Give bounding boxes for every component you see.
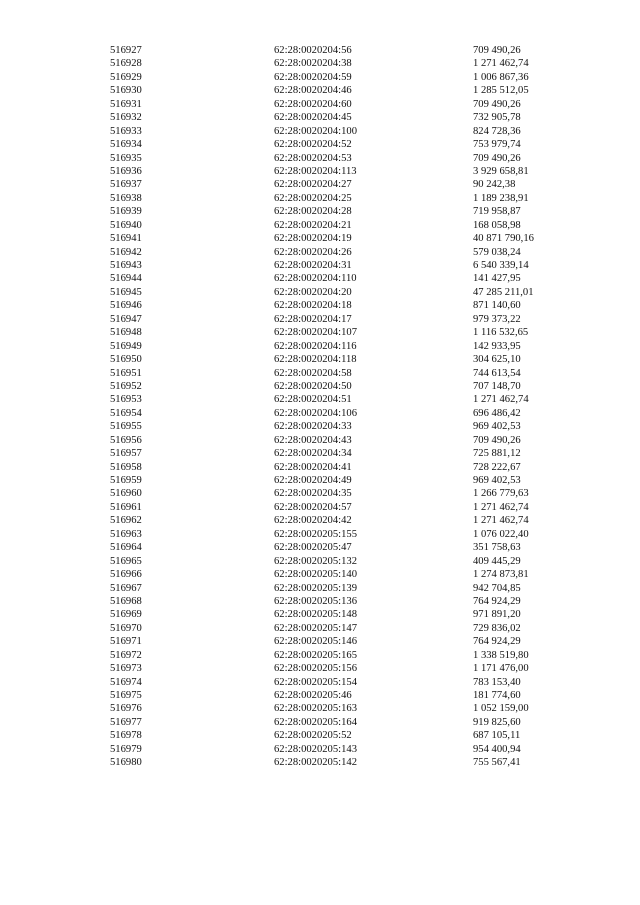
cadastral-value: 942 704,85 (473, 582, 521, 594)
cadastral-number: 62:28:0020204:51 (274, 394, 352, 406)
cadastral-value: 1 052 159,00 (473, 703, 529, 715)
cadastral-value: 719 958,87 (473, 206, 521, 218)
cadastral-number: 62:28:0020204:33 (274, 421, 352, 433)
cadastral-value: 1 271 462,74 (473, 394, 529, 406)
table-row (0, 501, 640, 514)
cadastral-number: 62:28:0020204:26 (274, 246, 352, 258)
record-number: 516961 (110, 501, 142, 513)
cadastral-number: 62:28:0020204:52 (274, 139, 352, 151)
record-number: 516954 (110, 407, 142, 419)
cadastral-number: 62:28:0020205:143 (274, 743, 357, 755)
cadastral-value: 1 171 476,00 (473, 663, 529, 675)
record-number: 516973 (110, 663, 142, 675)
table-row (0, 71, 640, 84)
cadastral-number: 62:28:0020205:147 (274, 622, 357, 634)
cadastral-number: 62:28:0020205:47 (274, 542, 352, 554)
table-row (0, 286, 640, 299)
cadastral-number: 62:28:0020204:31 (274, 260, 352, 271)
record-number: 516963 (110, 528, 142, 540)
cadastral-number: 62:28:0020204:34 (274, 448, 352, 460)
record-number: 516979 (110, 743, 142, 755)
cadastral-value: 728 222,67 (473, 461, 521, 473)
record-number: 516971 (110, 636, 142, 648)
cadastral-number: 62:28:0020205:164 (274, 716, 357, 728)
record-number: 516947 (110, 313, 142, 325)
cadastral-value: 409 445,29 (473, 555, 521, 567)
cadastral-number: 62:28:0020204:118 (274, 354, 357, 366)
cadastral-number: 62:28:0020205:148 (274, 609, 357, 621)
cadastral-value: 954 400,94 (473, 743, 521, 755)
table-row (0, 420, 640, 433)
table-row (0, 743, 640, 756)
record-number: 516974 (110, 676, 142, 688)
cadastral-number: 62:28:0020204:116 (274, 340, 357, 352)
record-number: 516941 (110, 233, 142, 245)
cadastral-number: 62:28:0020205:132 (274, 555, 357, 567)
record-number: 516935 (110, 152, 142, 164)
cadastral-number: 62:28:0020205:139 (274, 582, 357, 594)
table-row (0, 111, 640, 124)
cadastral-number: 62:28:0020204:57 (274, 501, 352, 513)
cadastral-value: 1 189 238,91 (473, 192, 529, 204)
record-number: 516956 (110, 434, 142, 446)
cadastral-number: 62:28:0020204:21 (274, 219, 352, 231)
record-number: 516966 (110, 569, 142, 581)
table-row (0, 487, 640, 500)
cadastral-number: 62:28:0020204:18 (274, 300, 352, 312)
table-row (0, 582, 640, 595)
table-row (0, 393, 640, 406)
cadastral-number: 62:28:0020204:20 (274, 286, 352, 298)
cadastral-number: 62:28:0020204:28 (274, 206, 352, 218)
record-number: 516927 (110, 45, 142, 56)
record-number: 516933 (110, 125, 142, 137)
record-number: 516930 (110, 85, 142, 97)
cadastral-value: 141 427,95 (473, 273, 521, 285)
record-number: 516950 (110, 354, 142, 366)
cadastral-number: 62:28:0020204:107 (274, 327, 357, 339)
table-row (0, 555, 640, 568)
cadastral-value: 142 933,95 (473, 340, 521, 352)
cadastral-value: 1 338 519,80 (473, 649, 529, 661)
cadastral-value: 351 758,63 (473, 542, 521, 554)
cadastral-value: 709 490,26 (473, 152, 521, 164)
record-number: 516976 (110, 703, 142, 715)
cadastral-number: 62:28:0020204:27 (274, 179, 352, 191)
cadastral-number: 62:28:0020204:106 (274, 407, 357, 419)
record-number: 516940 (110, 219, 142, 231)
cadastral-value: 696 486,42 (473, 407, 521, 419)
record-number: 516948 (110, 327, 142, 339)
cadastral-value: 579 038,24 (473, 246, 521, 258)
table-row (0, 138, 640, 151)
record-number: 516945 (110, 286, 142, 298)
cadastral-value: 6 540 339,14 (473, 260, 529, 271)
record-number: 516949 (110, 340, 142, 352)
cadastral-value: 709 490,26 (473, 98, 521, 110)
table-row (0, 461, 640, 474)
record-number: 516931 (110, 98, 142, 110)
table-row (0, 662, 640, 675)
record-number: 516951 (110, 367, 142, 379)
table-row (0, 635, 640, 648)
cadastral-value: 753 979,74 (473, 139, 521, 151)
cadastral-number: 62:28:0020204:38 (274, 58, 352, 70)
table-row (0, 44, 640, 57)
record-number: 516952 (110, 380, 142, 392)
cadastral-value: 1 285 512,05 (473, 85, 529, 97)
cadastral-value: 3 929 658,81 (473, 165, 529, 177)
cadastral-value: 47 285 211,01 (473, 286, 534, 298)
table-row (0, 313, 640, 326)
table-row (0, 219, 640, 232)
table-row (0, 528, 640, 541)
cadastral-number: 62:28:0020205:155 (274, 528, 357, 540)
cadastral-value: 1 271 462,74 (473, 58, 529, 70)
cadastral-value: 1 274 873,81 (473, 569, 529, 581)
cadastral-value: 1 271 462,74 (473, 501, 529, 513)
cadastral-number: 62:28:0020204:17 (274, 313, 352, 325)
cadastral-number: 62:28:0020204:49 (274, 475, 352, 486)
record-number: 516929 (110, 71, 142, 83)
cadastral-number: 62:28:0020204:58 (274, 367, 352, 379)
record-number: 516957 (110, 448, 142, 460)
cadastral-value: 729 836,02 (473, 622, 521, 634)
cadastral-value: 725 881,12 (473, 448, 521, 460)
table-row (0, 84, 640, 97)
record-number: 516936 (110, 165, 142, 177)
cadastral-value: 755 567,41 (473, 757, 521, 769)
cadastral-value: 969 402,53 (473, 475, 521, 486)
record-number: 516975 (110, 690, 142, 701)
table-row (0, 541, 640, 554)
table-row (0, 716, 640, 729)
table-row (0, 98, 640, 111)
cadastral-number: 62:28:0020204:25 (274, 192, 352, 204)
table-row (0, 434, 640, 447)
table-row (0, 676, 640, 689)
cadastral-value: 1 266 779,63 (473, 488, 529, 500)
record-number: 516958 (110, 461, 142, 473)
record-number: 516939 (110, 206, 142, 218)
record-number: 516942 (110, 246, 142, 258)
cadastral-value: 971 891,20 (473, 609, 521, 621)
cadastral-number: 62:28:0020204:53 (274, 152, 352, 164)
cadastral-value: 709 490,26 (473, 434, 521, 446)
record-number: 516964 (110, 542, 142, 554)
record-number: 516953 (110, 394, 142, 406)
record-number: 516928 (110, 58, 142, 70)
record-number: 516934 (110, 139, 142, 151)
table-row (0, 689, 640, 702)
cadastral-number: 62:28:0020205:165 (274, 649, 357, 661)
table-row (0, 259, 640, 272)
table-row (0, 326, 640, 339)
cadastral-value: 783 153,40 (473, 676, 521, 688)
cadastral-number: 62:28:0020205:163 (274, 703, 357, 715)
table-row (0, 407, 640, 420)
cadastral-number: 62:28:0020204:43 (274, 434, 352, 446)
table-row (0, 702, 640, 715)
record-number: 516972 (110, 649, 142, 661)
cadastral-number: 62:28:0020204:19 (274, 233, 352, 245)
cadastral-number: 62:28:0020205:52 (274, 730, 352, 742)
cadastral-value: 40 871 790,16 (473, 233, 534, 245)
cadastral-number: 62:28:0020205:142 (274, 757, 357, 769)
cadastral-value: 90 242,38 (473, 179, 516, 191)
table-row (0, 232, 640, 245)
cadastral-value: 744 613,54 (473, 367, 521, 379)
table-row (0, 622, 640, 635)
record-number: 516944 (110, 273, 142, 285)
cadastral-value: 764 924,29 (473, 636, 521, 648)
table-row (0, 380, 640, 393)
cadastral-value: 304 625,10 (473, 354, 521, 366)
table-row (0, 447, 640, 460)
cadastral-number: 62:28:0020205:146 (274, 636, 357, 648)
cadastral-number: 62:28:0020205:140 (274, 569, 357, 581)
table-row (0, 246, 640, 259)
table-row (0, 272, 640, 285)
cadastral-value: 919 825,60 (473, 716, 521, 728)
record-number: 516970 (110, 622, 142, 634)
cadastral-value: 181 774,60 (473, 690, 521, 701)
cadastral-number: 62:28:0020205:156 (274, 663, 357, 675)
table-row (0, 205, 640, 218)
table-row (0, 649, 640, 662)
record-number: 516977 (110, 716, 142, 728)
record-number: 516968 (110, 595, 142, 607)
cadastral-value: 707 148,70 (473, 380, 521, 392)
table-row (0, 568, 640, 581)
cadastral-number: 62:28:0020204:46 (274, 85, 352, 97)
record-number: 516959 (110, 475, 142, 486)
table-row (0, 367, 640, 380)
cadastral-value: 1 116 532,65 (473, 327, 529, 339)
table-row (0, 192, 640, 205)
record-number: 516980 (110, 757, 142, 769)
cadastral-value: 168 058,98 (473, 219, 521, 231)
table-row (0, 514, 640, 527)
cadastral-value: 1 076 022,40 (473, 528, 529, 540)
table-row (0, 474, 640, 487)
cadastral-value: 1 271 462,74 (473, 515, 529, 527)
record-number: 516965 (110, 555, 142, 567)
table-row (0, 178, 640, 191)
cadastral-number: 62:28:0020205:46 (274, 690, 352, 701)
table-row (0, 340, 640, 353)
table-row (0, 608, 640, 621)
record-number: 516946 (110, 300, 142, 312)
cadastral-value: 709 490,26 (473, 45, 521, 56)
cadastral-value: 1 006 867,36 (473, 71, 529, 83)
record-number: 516960 (110, 488, 142, 500)
cadastral-number: 62:28:0020204:41 (274, 461, 352, 473)
record-number: 516969 (110, 609, 142, 621)
cadastral-number: 62:28:0020204:100 (274, 125, 357, 137)
cadastral-number: 62:28:0020204:56 (274, 45, 352, 56)
table-row (0, 729, 640, 742)
record-number: 516962 (110, 515, 142, 527)
record-number: 516938 (110, 192, 142, 204)
record-number: 516967 (110, 582, 142, 594)
cadastral-number: 62:28:0020205:154 (274, 676, 357, 688)
cadastral-number: 62:28:0020204:113 (274, 165, 357, 177)
record-number: 516943 (110, 260, 142, 271)
table-row (0, 595, 640, 608)
cadastral-value: 687 105,11 (473, 730, 521, 742)
table-row (0, 165, 640, 178)
table-row (0, 299, 640, 312)
record-number: 516978 (110, 730, 142, 742)
cadastral-value: 979 373,22 (473, 313, 521, 325)
cadastral-number: 62:28:0020204:45 (274, 112, 352, 124)
table-row (0, 152, 640, 165)
table-row (0, 125, 640, 138)
table-row (0, 353, 640, 366)
record-table (0, 44, 640, 770)
cadastral-number: 62:28:0020204:60 (274, 98, 352, 110)
cadastral-number: 62:28:0020204:42 (274, 515, 352, 527)
cadastral-value: 871 140,60 (473, 300, 521, 312)
cadastral-value: 969 402,53 (473, 421, 521, 433)
table-row (0, 756, 640, 769)
cadastral-number: 62:28:0020204:50 (274, 380, 352, 392)
cadastral-number: 62:28:0020205:136 (274, 595, 357, 607)
record-number: 516955 (110, 421, 142, 433)
table-row (0, 57, 640, 70)
cadastral-value: 764 924,29 (473, 595, 521, 607)
cadastral-value: 824 728,36 (473, 125, 521, 137)
record-number: 516932 (110, 112, 142, 124)
cadastral-number: 62:28:0020204:110 (274, 273, 357, 285)
cadastral-value: 732 905,78 (473, 112, 521, 124)
record-number: 516937 (110, 179, 142, 191)
cadastral-number: 62:28:0020204:59 (274, 71, 352, 83)
cadastral-number: 62:28:0020204:35 (274, 488, 352, 500)
